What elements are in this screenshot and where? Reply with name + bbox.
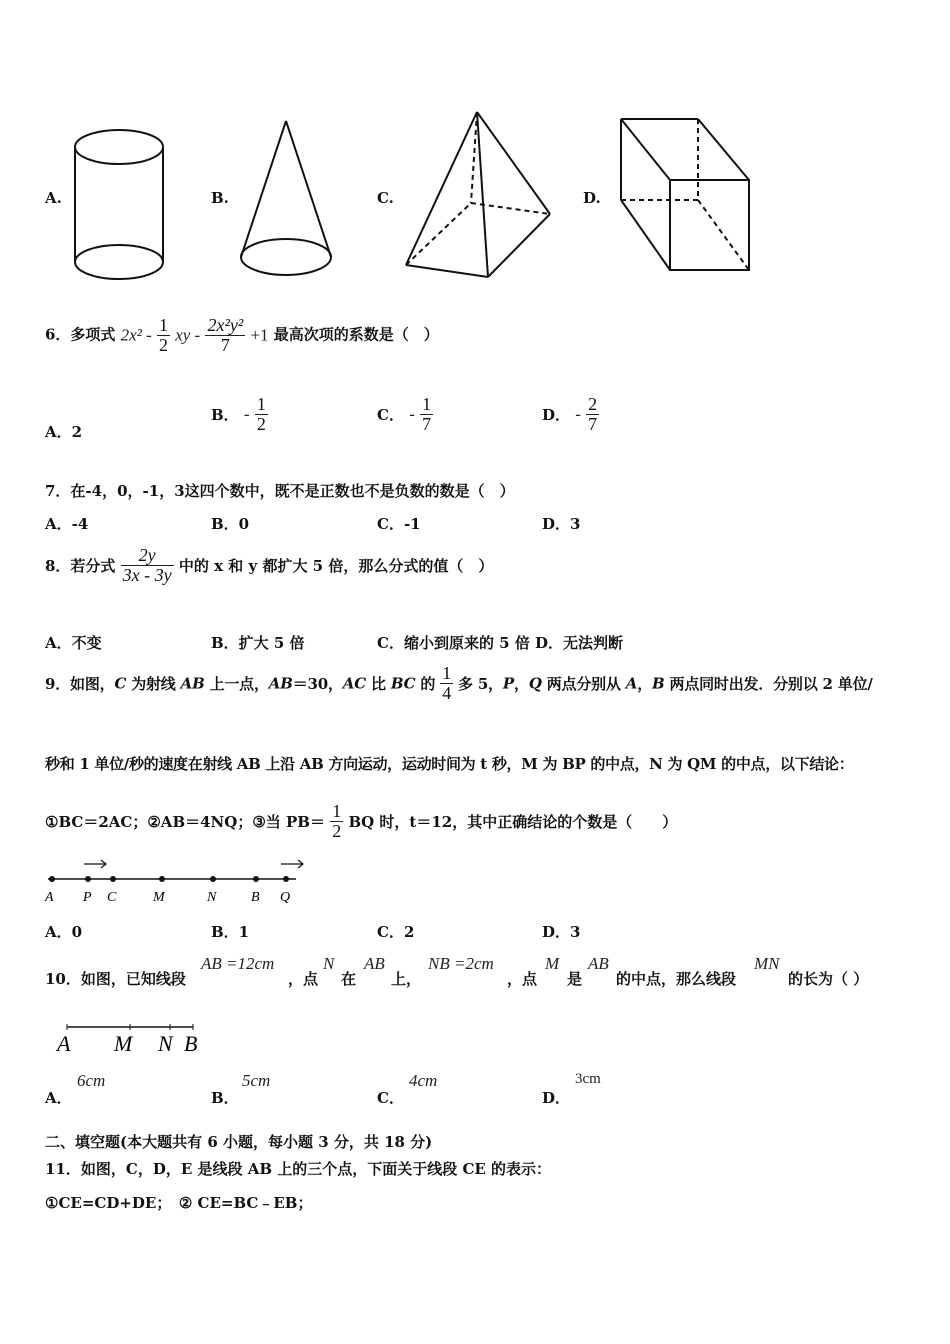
- q7-stem: 7．在-4，0，-1，3这四个数中，既不是正数也不是负数的数是（ ）: [45, 482, 515, 500]
- q10-t1: ，点: [288, 970, 319, 988]
- q6-option-d-den: 7: [588, 413, 598, 434]
- q6-frac1-den: 2: [158, 334, 168, 355]
- q9-line-1: [45, 664, 873, 703]
- q9-l1-n: ，: [514, 674, 529, 693]
- pyramid-figure: [406, 112, 550, 277]
- arrow-right-icon: [281, 860, 303, 868]
- q6-frac1-num: 1: [158, 315, 168, 335]
- q10-option-d-value: 3cm: [575, 1071, 601, 1087]
- q6-prefix: 6．多项式: [45, 325, 116, 344]
- q6-option-b-den: 2: [256, 413, 266, 434]
- q9-l1-r: ，: [637, 674, 653, 693]
- label-q: Q: [280, 890, 291, 905]
- q9-line-2: 秒和 1 单位/秒的速度在射线 AB 上沿 AB 方向运动，运动时间为 t 秒，M 为 BP 的中点，N 为 QM 的中点，以下结论：: [45, 755, 854, 773]
- q9-l1-a: 9．如图，: [45, 674, 115, 693]
- q8-fraction: [121, 546, 174, 585]
- q10-option-c-value: 4cm: [409, 1071, 438, 1090]
- q10-option-c: C．: [377, 1089, 404, 1107]
- q9-l3-num: 1: [332, 801, 342, 821]
- q8-option-a: A．不变: [45, 634, 102, 652]
- label-n: N: [207, 890, 217, 905]
- label-b: B: [184, 1031, 198, 1056]
- label-m: M: [153, 890, 165, 905]
- q10-t5: 是: [567, 970, 583, 988]
- q9-l1-o: Q: [528, 674, 542, 693]
- q10-option-b-value: 5cm: [242, 1071, 271, 1090]
- q9-option-a: A．0: [45, 923, 83, 941]
- cuboid-figure: [621, 119, 749, 270]
- q6-option-b-fraction: [255, 395, 268, 434]
- q6-fraction-1: [157, 316, 170, 355]
- q9-l1-t: 两点同时出发．分别以 2 单位/: [664, 674, 873, 693]
- q9-l1-b: C: [114, 674, 127, 693]
- label-a: A: [45, 890, 54, 905]
- q5-option-b-label: B.: [211, 189, 229, 207]
- q9-l1-q: A: [625, 674, 638, 693]
- q6-option-d-sign: -: [575, 404, 581, 424]
- q9-frac-den: 4: [442, 682, 452, 703]
- q9-option-d: D．3: [542, 923, 581, 941]
- q6-option-d-fraction: [586, 395, 599, 434]
- q8-option-c: C．缩小到原来的 5 倍 D．无法判断: [377, 634, 624, 652]
- q6-option-c-label: C．: [377, 405, 404, 424]
- q9-ray-figure: [0, 850, 320, 910]
- q6-option-d-label: D．: [542, 405, 571, 424]
- q10-mn: MN: [754, 954, 780, 973]
- q8-stem: [45, 546, 493, 585]
- q6-fraction-2: [205, 316, 245, 355]
- cylinder-figure: [75, 130, 163, 279]
- q9-l1-c: 为射线: [126, 674, 181, 693]
- q9-frac-num: 1: [442, 663, 452, 683]
- label-p: P: [83, 890, 92, 905]
- q9-l1-g: ＝30，: [292, 674, 343, 693]
- point-c: [110, 876, 116, 882]
- q10-option-a-value: 6cm: [77, 1071, 106, 1090]
- q10-segment-figure: [0, 1020, 240, 1060]
- q10-t6: 的中点，那么线段: [616, 970, 737, 988]
- point-n: [210, 876, 216, 882]
- q9-line-3: [45, 802, 677, 841]
- q6-option-d-num: 2: [588, 394, 598, 414]
- q10-t4: ，点: [507, 970, 538, 988]
- q6-option-c-fraction: [420, 395, 433, 434]
- q9-l1-l: 多 5，: [458, 674, 503, 693]
- q9-option-c: C．2: [377, 923, 415, 941]
- q6-option-b-num: 1: [256, 394, 266, 414]
- q10-option-d: D．: [542, 1089, 571, 1107]
- q11-stem: 11．如图，C，D，E 是线段 AB 上的三个点，下面关于线段 CE 的表示：: [45, 1160, 552, 1178]
- q10-ab2: AB: [364, 954, 385, 973]
- q9-l1-j: BC: [390, 674, 416, 693]
- q10-nb: NB =2cm: [428, 954, 494, 973]
- q7-option-a: A．-4: [45, 515, 89, 533]
- q6-option-c-num: 1: [422, 394, 432, 414]
- point-m: [159, 876, 165, 882]
- q6-option-b: [211, 395, 268, 434]
- q6-option-b-sign: -: [243, 404, 250, 424]
- q9-l1-f: AB: [268, 674, 293, 693]
- q9-l1-p: 两点分别从: [541, 674, 626, 693]
- q10-ab: AB =12cm: [201, 954, 275, 973]
- q6-frac2-num: 2x²y²: [207, 315, 244, 335]
- q6-option-b-label: B．: [211, 405, 239, 424]
- q8-frac-num: 2y: [138, 545, 156, 565]
- q9-l3-b: BQ 时，t＝12，其中正确结论的个数是（ ）: [348, 812, 678, 831]
- q6-option-a: A．2: [45, 423, 83, 441]
- q9-l1-h: AC: [342, 674, 366, 693]
- q5-option-c-label: C.: [377, 189, 394, 207]
- q10-ab3: AB: [588, 954, 609, 973]
- q9-l1-i: 比: [365, 674, 391, 693]
- q7-option-b: B．0: [211, 515, 250, 533]
- q6-option-c-sign: -: [409, 404, 415, 424]
- q9-l1-m: P: [502, 674, 515, 693]
- q9-option-b: B．1: [211, 923, 250, 941]
- q5-option-d-label: D.: [583, 189, 601, 207]
- q6-stem: [45, 316, 439, 355]
- q5-option-a-label: A.: [45, 189, 62, 207]
- label-c: C: [107, 890, 117, 905]
- q10-m: M: [545, 954, 560, 973]
- q10-option-b: B．: [211, 1089, 239, 1107]
- label-a: A: [57, 1031, 71, 1056]
- q8-frac-den: 3x - 3y: [122, 564, 172, 585]
- q10-t3: 上，: [391, 970, 422, 988]
- q10-prefix: 10．如图，已知线段: [45, 970, 186, 988]
- q11-items: ①CE=CD+DE； ② CE=BC﹣EB；: [45, 1194, 313, 1212]
- section-2-title: 二、填空题(本大题共有 6 小题，每小题 3 分，共 18 分): [45, 1133, 433, 1151]
- cone-figure: [241, 121, 331, 275]
- label-m: M: [114, 1031, 133, 1056]
- label-b: B: [251, 890, 260, 905]
- q6-frac2-den: 7: [205, 335, 245, 355]
- q6-term-2: xy -: [175, 325, 201, 345]
- q6-option-d: [542, 395, 599, 434]
- q9-l3-fraction: [330, 802, 343, 841]
- q7-option-c: C．-1: [377, 515, 421, 533]
- q7-option-d: D．3: [542, 515, 581, 533]
- q9-fraction: [440, 664, 453, 703]
- q6-suffix: 最高次项的系数是（ ）: [273, 325, 439, 344]
- q5-figures: [0, 0, 950, 300]
- q10-option-a: A．: [45, 1089, 72, 1107]
- arrow-right-icon: [84, 860, 106, 868]
- q9-l1-s: B: [652, 674, 665, 693]
- q9-l1-d: AB: [180, 674, 205, 693]
- label-n: N: [158, 1031, 173, 1056]
- point-b: [253, 876, 259, 882]
- q6-option-c-den: 7: [422, 413, 432, 434]
- q6-term-1: 2x² -: [120, 325, 152, 345]
- q9-l3-a: ①BC＝2AC；②AB＝4NQ；③当 PB＝: [45, 812, 325, 831]
- q10-t2: 在: [341, 970, 357, 988]
- q9-l1-e: 上一点，: [204, 674, 269, 693]
- point-q: [283, 876, 289, 882]
- q9-l1-k: 的: [415, 674, 436, 693]
- q6-option-c: [377, 395, 433, 434]
- q8-option-b: B．扩大 5 倍: [211, 634, 305, 652]
- q8-prefix: 8．若分式: [45, 556, 116, 575]
- q9-l3-den: 2: [332, 820, 342, 841]
- q6-term-3: +1: [250, 325, 269, 345]
- point-p: [85, 876, 91, 882]
- q10-t7: 的长为（ ）: [788, 970, 869, 988]
- q10-n: N: [323, 954, 335, 973]
- q8-suffix: 中的 x 和 y 都扩大 5 倍，那么分式的值（ ）: [178, 556, 494, 575]
- point-a: [49, 876, 55, 882]
